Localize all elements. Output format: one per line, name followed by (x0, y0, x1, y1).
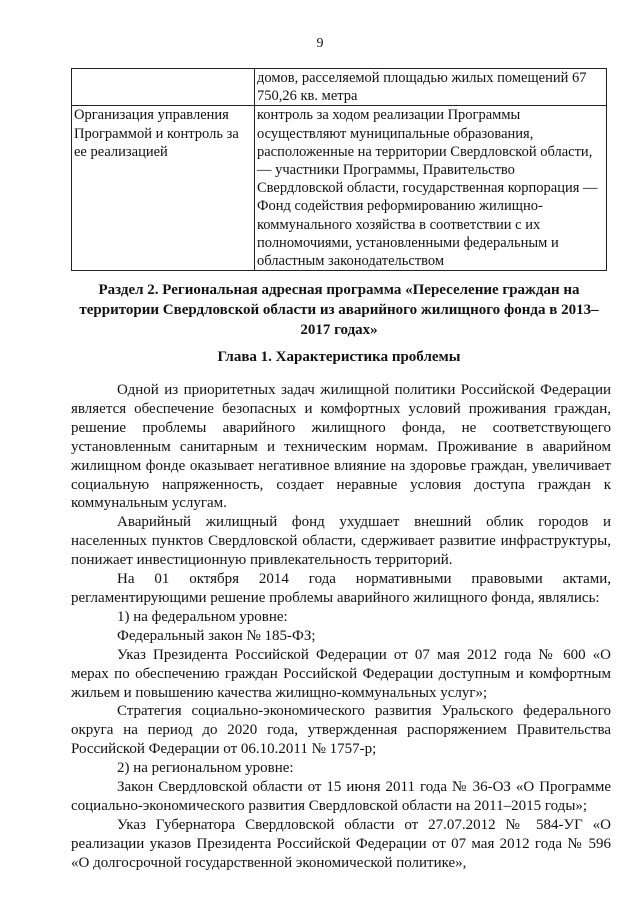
paragraph: Указ Губернатора Свердловской области от 27.07.2012 № 584-УГ «О реализации указов Президента Российской Федерации от 07 мая 2012 года № 596 «О долгосрочной государственной экономической политике», (71, 816, 611, 871)
paragraph: Стратегия социально-экономического развития Уральского федерального округа на период до 2020 года, утвержденная распоряжением Правительства Российской Федерации от 06.10.2011 № 1757-р; (71, 703, 611, 758)
paragraph: 2) на региональном уровне: (117, 760, 294, 777)
paragraph: Одной из приоритетных задач жилищной политики Российской Федерации является обеспечение безопасных и комфортных условий проживания граждан, решение проблемы аварийного жилищного фонда, не соответствующего установленным санитарным и техническим нормам. Проживание в аварийном жилищном фонде оказывает негативное влияние на здоровье граждан, увеличивает социальную напряженность, создает неравные условия доступа граждан к коммунальным услугам. (71, 382, 611, 512)
paragraph: Закон Свердловской области от 15 июня 2011 года № 36-ОЗ «О Программе социально-экономического развития Свердловской области на 2011–2015 годы»; (71, 779, 611, 814)
page-number: 9 (316, 36, 324, 51)
program-passport-table (71, 68, 607, 271)
paragraph: Федеральный закон № 185-ФЗ; (117, 627, 316, 644)
paragraph: 1) на федеральном уровне: (117, 608, 288, 625)
table-cell-value: контроль за ходом реализации Программы осуществляют муниципальные образования, расположенные на территории Свердловской области, — участники Программы, Правительство Свердловской области, государственная корпорация — Фонд содействия реформированию жилищно-коммунального хозяйства в соответствии с их полномочиями, установленными федеральным и областным законодательством (255, 106, 607, 271)
body-text (71, 381, 611, 873)
chapter-title: Глава 1. Характеристика проблемы (217, 349, 461, 365)
paragraph: Аварийный жилищный фонд ухудшает внешний облик городов и населенных пунктов Свердловской области, сдерживает развитие инфраструктуры, понижает инвестиционную привлекательность территорий. (71, 514, 611, 569)
table-cell-label (72, 69, 255, 106)
table-cell-value: домов, расселяемой площадью жилых помещений 67 750,26 кв. метра (255, 69, 607, 106)
paragraph: Указ Президента Российской Федерации от 07 мая 2012 года № 600 «О мерах по обеспечению граждан Российской Федерации доступным и комфортным жильем и повышению качества жилищно-коммунальных услуг»; (71, 646, 611, 701)
paragraph: На 01 октября 2014 года нормативными правовыми актами, регламентирующими решение проблемы аварийного жилищного фонда, являлись: (71, 571, 611, 606)
table-row (72, 69, 607, 106)
table-cell-label: Организация управления Программой и контроль за ее реализацией (72, 106, 255, 271)
table-row (72, 106, 607, 271)
section-title: Раздел 2. Региональная адресная программа «Переселение граждан на территории Свердловской области из аварийного жилищного фонда в 2013–2017 годах» (79, 282, 599, 338)
